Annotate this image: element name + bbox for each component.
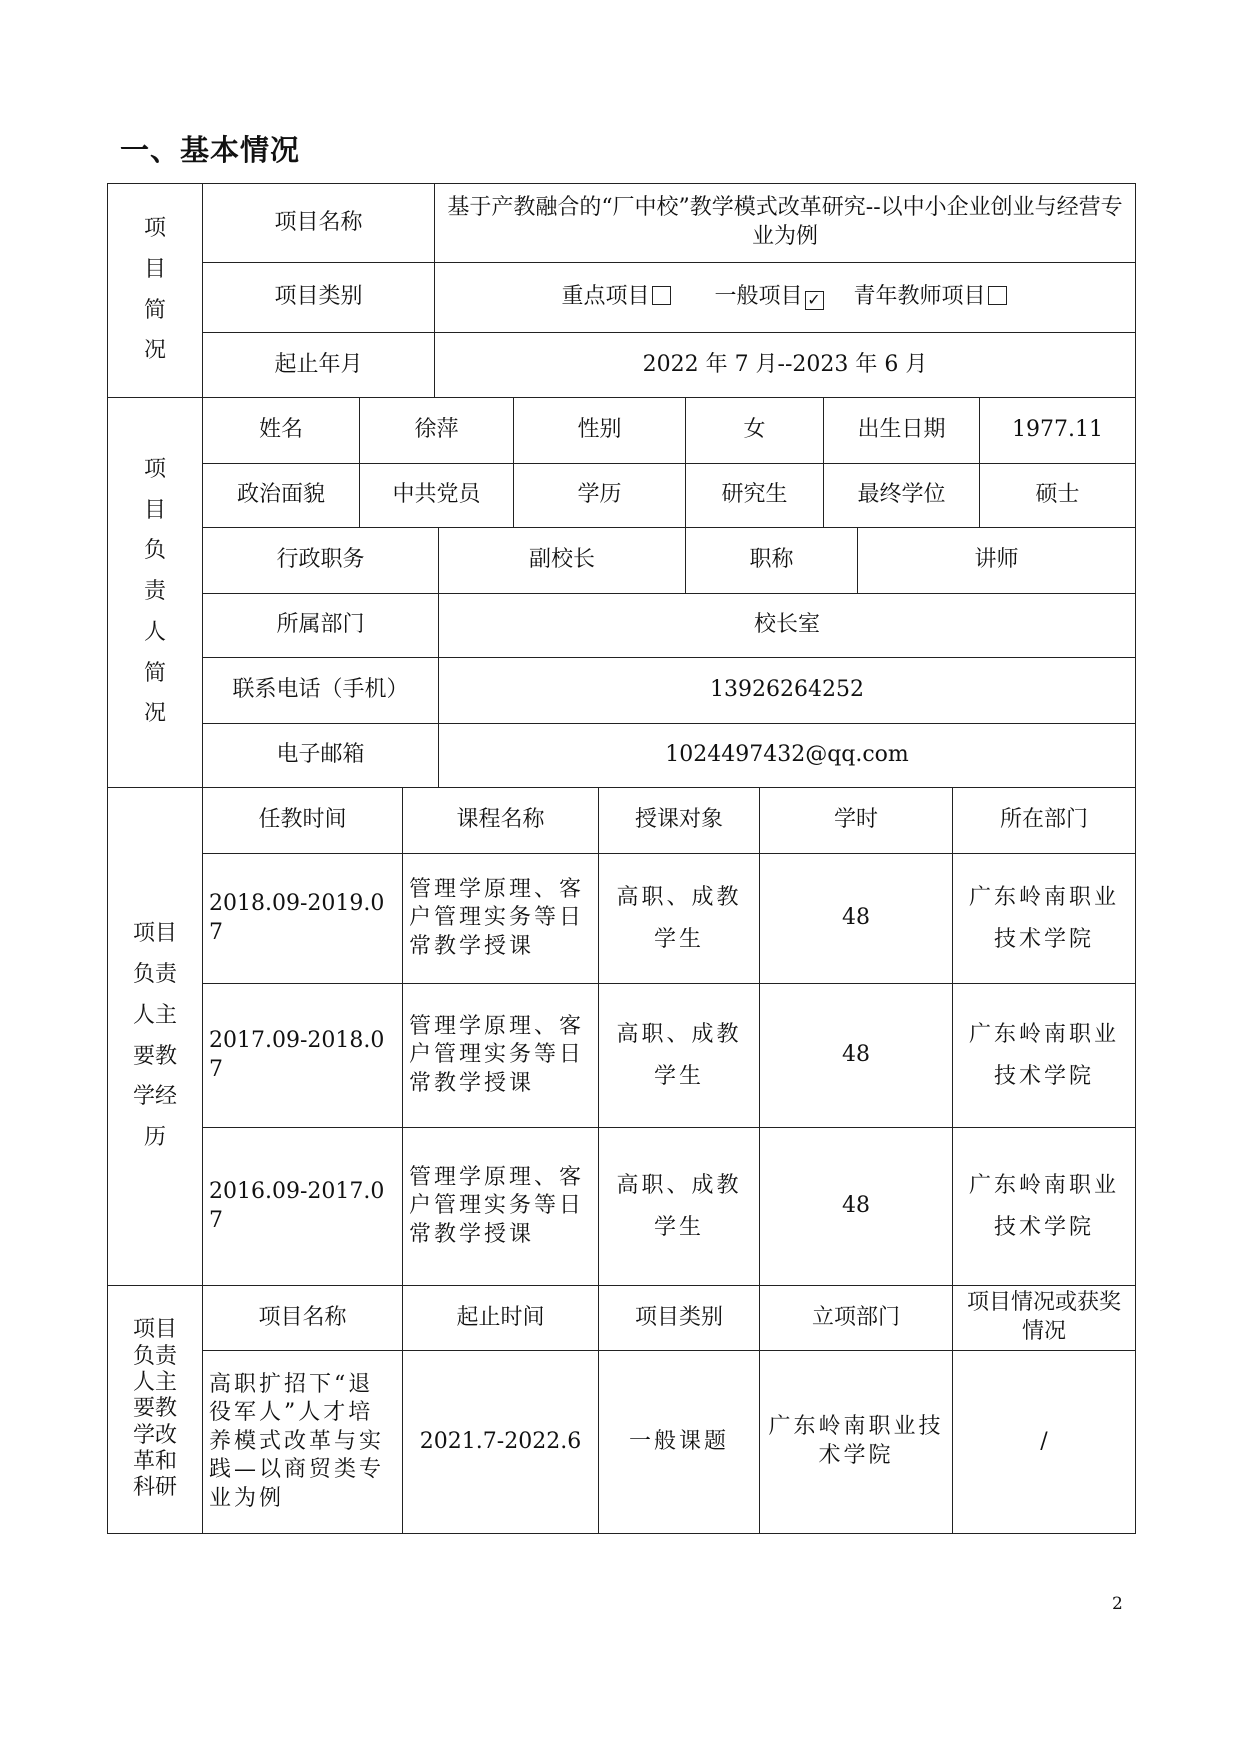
table-row <box>108 1128 1136 1286</box>
admin-position-label: 行政职务 <box>203 528 439 594</box>
research-category: 一般课题 <box>599 1351 760 1534</box>
teaching-time: 2016.09-2017.07 <box>203 1128 403 1286</box>
teaching-department: 广东岭南职业技术学院 <box>953 854 1136 984</box>
teaching-department: 广东岭南职业技术学院 <box>953 1128 1136 1286</box>
leader-profile-table <box>107 397 1136 788</box>
gender-label: 性别 <box>514 398 686 464</box>
checkbox-young-teacher[interactable] <box>988 286 1007 305</box>
checkbox-general-checked[interactable]: ✓ <box>805 291 824 310</box>
header-approval-dept: 立项部门 <box>760 1286 953 1351</box>
project-overview-label: 项 目 简 况 <box>108 184 203 398</box>
project-category-options <box>435 263 1136 333</box>
teaching-time: 2018.09-2019.07 <box>203 854 403 984</box>
education-value: 研究生 <box>686 464 824 528</box>
project-overview-table <box>107 183 1136 398</box>
research-status: / <box>953 1351 1136 1534</box>
header-hours: 学时 <box>760 788 953 854</box>
phone-label: 联系电话（手机） <box>203 658 439 724</box>
project-period-label: 起止年月 <box>203 333 435 398</box>
birth-label: 出生日期 <box>824 398 980 464</box>
teaching-hours: 48 <box>760 1128 953 1286</box>
teaching-experience-table <box>107 787 1136 1286</box>
header-course-name: 课程名称 <box>403 788 599 854</box>
header-project-status: 项目情况或获奖情况 <box>953 1286 1136 1351</box>
header-project-name: 项目名称 <box>203 1286 403 1351</box>
birth-value: 1977.11 <box>980 398 1136 464</box>
admin-position-value: 副校长 <box>439 528 686 594</box>
research-label: 项目 负责 人主 要教 学改 革和 科研 <box>108 1286 203 1534</box>
department-label: 所属部门 <box>203 594 439 658</box>
table-row <box>108 854 1136 984</box>
category-option-general[interactable]: 一般项目 ✓ <box>714 284 825 309</box>
research-project-name: 高职扩招下“退役军人”人才培养模式改革与实践—以商贸类专业为例 <box>203 1351 403 1534</box>
teaching-hours: 48 <box>760 854 953 984</box>
degree-value: 硕士 <box>980 464 1136 528</box>
teaching-target: 高职、成教学生 <box>599 1128 760 1286</box>
name-label: 姓名 <box>203 398 360 464</box>
teaching-department: 广东岭南职业技术学院 <box>953 984 1136 1128</box>
education-label: 学历 <box>514 464 686 528</box>
leader-profile-label: 项 目 负 责 人 简 况 <box>108 398 203 788</box>
project-name-value: 基于产教融合的“厂中校”教学模式改革研究--以中小企业创业与经营专业为例 <box>435 184 1136 263</box>
project-category-label: 项目类别 <box>203 263 435 333</box>
research-dept: 广东岭南职业技术学院 <box>760 1351 953 1534</box>
teaching-hours: 48 <box>760 984 953 1128</box>
project-name-label: 项目名称 <box>203 184 435 263</box>
header-department: 所在部门 <box>953 788 1136 854</box>
course-name: 管理学原理、客户管理实务等日常教学授课 <box>403 984 599 1128</box>
job-title-label: 职称 <box>686 528 858 594</box>
checkbox-key[interactable] <box>652 286 671 305</box>
political-value: 中共党员 <box>360 464 514 528</box>
teaching-time: 2017.09-2018.07 <box>203 984 403 1128</box>
email-value: 1024497432@qq.com <box>439 724 1136 788</box>
teaching-target: 高职、成教学生 <box>599 984 760 1128</box>
course-name: 管理学原理、客户管理实务等日常教学授课 <box>403 854 599 984</box>
political-label: 政治面貌 <box>203 464 360 528</box>
table-row <box>108 984 1136 1128</box>
page-number: 2 <box>1112 1594 1123 1614</box>
course-name: 管理学原理、客户管理实务等日常教学授课 <box>403 1128 599 1286</box>
header-target: 授课对象 <box>599 788 760 854</box>
job-title-value: 讲师 <box>858 528 1136 594</box>
phone-value: 13926264252 <box>439 658 1136 724</box>
header-period: 起止时间 <box>403 1286 599 1351</box>
teaching-target: 高职、成教学生 <box>599 854 760 984</box>
section-heading: 一、基本情况 <box>120 133 301 167</box>
research-table <box>107 1285 1136 1534</box>
teaching-experience-label: 项目 负责 人主 要教 学经 历 <box>108 788 203 1286</box>
degree-label: 最终学位 <box>824 464 980 528</box>
name-value: 徐萍 <box>360 398 514 464</box>
research-period: 2021.7-2022.6 <box>403 1351 599 1534</box>
header-teaching-time: 任教时间 <box>203 788 403 854</box>
gender-value: 女 <box>686 398 824 464</box>
department-value: 校长室 <box>439 594 1136 658</box>
project-period-value: 2022 年 7 月--2023 年 6 月 <box>435 333 1136 398</box>
header-project-category: 项目类别 <box>599 1286 760 1351</box>
category-option-young-teacher[interactable]: 青年教师项目 <box>853 284 1008 309</box>
category-option-key[interactable]: 重点项目 <box>562 284 673 309</box>
table-row <box>108 1351 1136 1534</box>
email-label: 电子邮箱 <box>203 724 439 788</box>
